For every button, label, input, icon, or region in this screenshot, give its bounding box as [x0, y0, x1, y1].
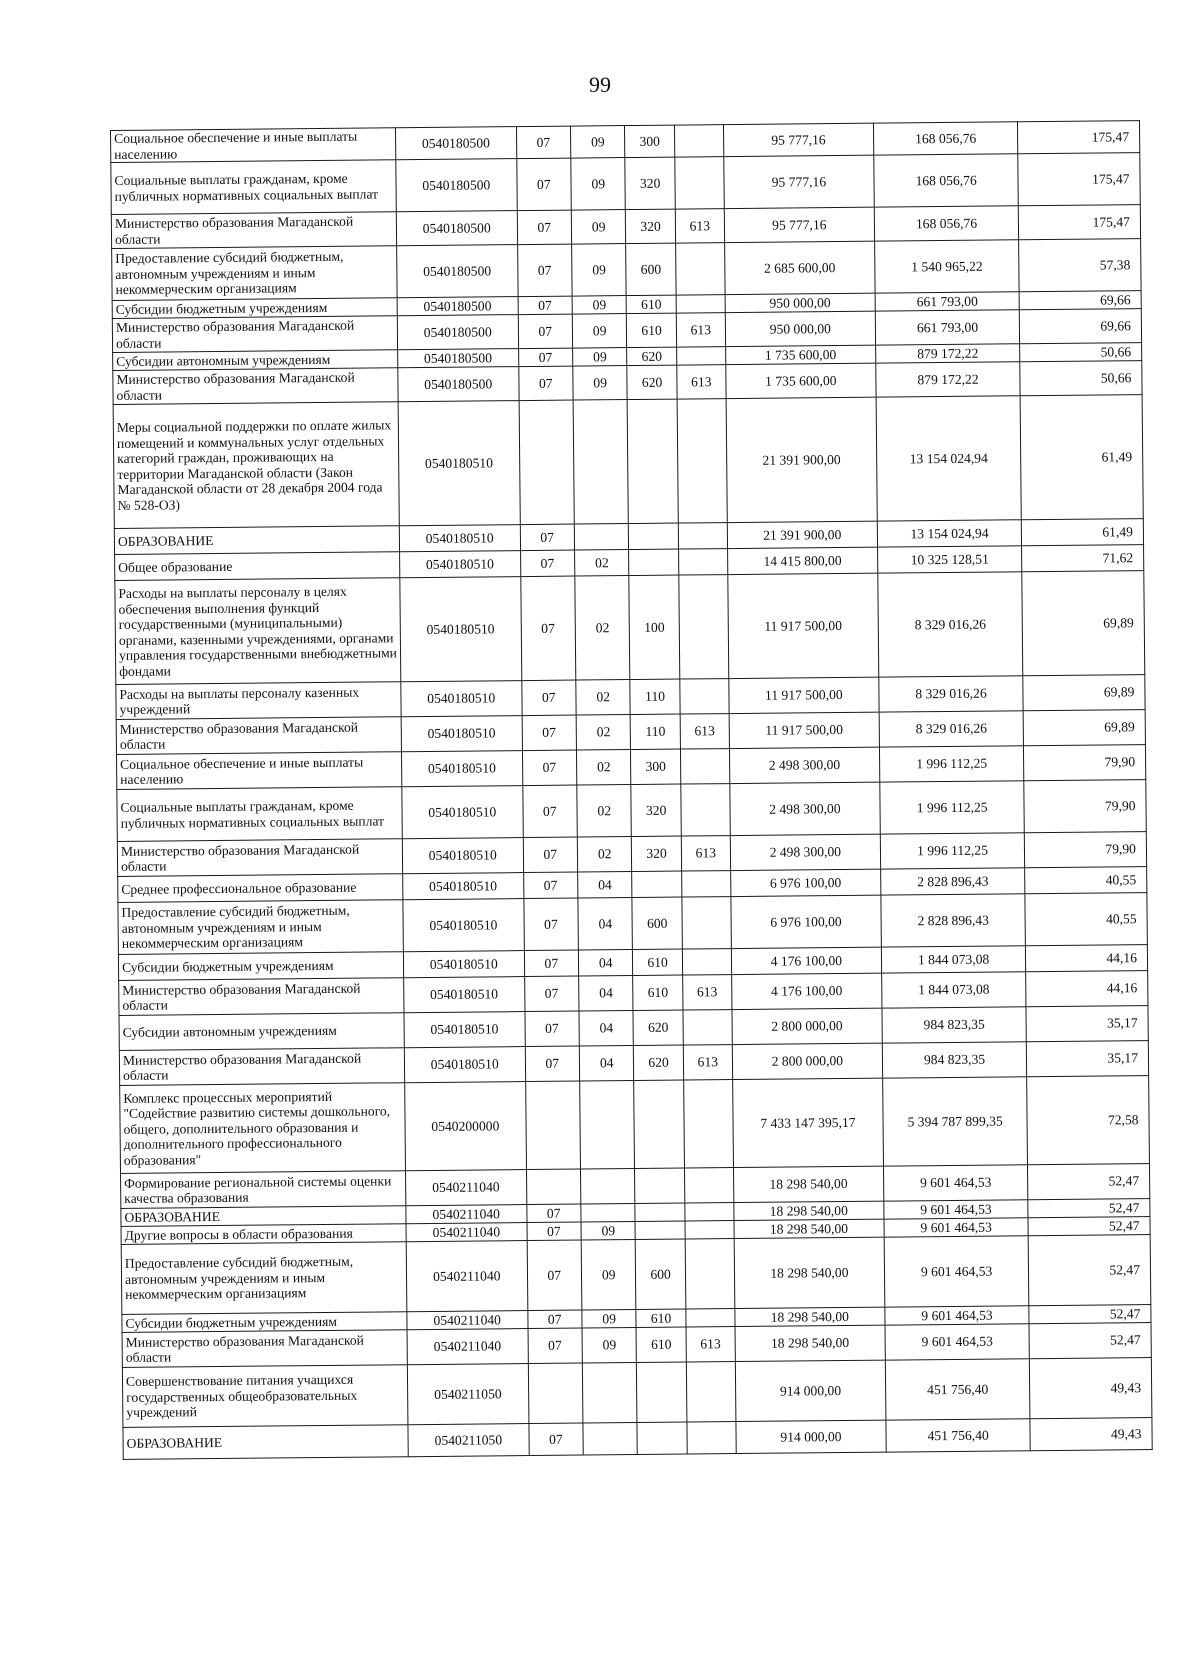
- row-fact: 451 756,40: [886, 1419, 1031, 1452]
- row-plan: 1 735 600,00: [726, 363, 876, 398]
- row-plan: 11 917 500,00: [729, 677, 879, 713]
- row-csr-code: 0540180510: [401, 716, 522, 752]
- row-fact: 2 828 896,43: [880, 868, 1025, 895]
- row-name: Социальное обеспечение и иные выплаты населению: [116, 752, 401, 790]
- row-fact: 9 601 464,53: [885, 1306, 1030, 1325]
- row-expense-type: 320: [632, 836, 682, 871]
- row-fact: 451 756,40: [885, 1359, 1030, 1420]
- row-percent: 61,49: [1022, 519, 1144, 546]
- row-subsection: 09: [582, 1310, 637, 1329]
- row-plan: 950 000,00: [725, 311, 875, 346]
- row-section: 07: [527, 1310, 582, 1329]
- row-name: Субсидии бюджетным учреждениям: [122, 1312, 407, 1333]
- row-fact: 13 154 024,94: [877, 520, 1022, 547]
- row-name: Субсидии автономным учреждениям: [113, 350, 398, 371]
- row-name: ОБРАЗОВАНИЕ: [121, 1206, 406, 1227]
- row-fact: 661 793,00: [875, 292, 1020, 311]
- row-expense-type: 610: [637, 1327, 687, 1362]
- row-name: Социальные выплаты гражданам, кроме публичных нормативных социальных выплат: [117, 787, 403, 842]
- row-section: 07: [523, 872, 578, 899]
- row-percent: 57,38: [1019, 239, 1141, 292]
- row-name: Субсидии бюджетным учреждениям: [118, 952, 403, 981]
- row-csr-code: 0540211040: [407, 1311, 528, 1330]
- budget-table: [110, 120, 1153, 1460]
- row-percent: 52,47: [1029, 1323, 1151, 1359]
- row-name: Другие вопросы в области образования: [121, 1224, 406, 1245]
- row-csr-code: 0540180510: [399, 525, 520, 552]
- row-section: 07: [522, 715, 577, 751]
- row-plan: 914 000,00: [736, 1420, 886, 1453]
- row-plan: 18 298 540,00: [735, 1307, 885, 1326]
- row-subsection: 02: [576, 750, 631, 786]
- row-percent: 52,47: [1028, 1217, 1150, 1236]
- row-percent: 44,16: [1026, 971, 1148, 1007]
- row-csr-code: 0540180510: [400, 551, 521, 578]
- row-fact: 5 394 787 899,35: [882, 1077, 1027, 1166]
- row-section: 07: [520, 550, 575, 577]
- row-fact: 1 540 965,22: [874, 240, 1019, 293]
- row-grbs: [677, 399, 727, 523]
- row-grbs: [676, 295, 725, 313]
- row-percent: 69,89: [1022, 571, 1145, 676]
- row-csr-code: 0540180510: [400, 577, 521, 682]
- row-section: 07: [527, 1240, 582, 1311]
- row-subsection: 02: [576, 680, 631, 716]
- row-grbs: [678, 523, 727, 549]
- row-csr-code: 0540211050: [408, 1424, 529, 1457]
- row-section: 07: [524, 976, 579, 1012]
- row-csr-code: 0540211040: [407, 1329, 528, 1365]
- row-name: Меры социальной поддержки по оплате жилых помещений и коммунальных услуг отдельных категорий граждан, проживающих на территории Магаданской области (Закон Магаданской области от 28 декабря 2004 года № 528-ОЗ): [113, 402, 399, 529]
- row-grbs: [680, 679, 730, 714]
- row-expense-type: 620: [634, 1045, 684, 1080]
- row-name: Министерство образования Магаданской области: [117, 839, 402, 877]
- row-csr-code: 0540180510: [401, 751, 522, 787]
- row-subsection: [574, 524, 629, 551]
- row-plan: 18 298 540,00: [735, 1325, 885, 1361]
- row-percent: 175,47: [1018, 153, 1140, 206]
- row-section: 07: [527, 1222, 582, 1241]
- row-expense-type: 110: [630, 679, 680, 714]
- row-section: 07: [528, 1328, 583, 1364]
- row-section: 07: [526, 1204, 581, 1223]
- row-expense-type: [629, 523, 678, 549]
- row-percent: 44,16: [1026, 945, 1148, 972]
- row-grbs: [676, 347, 725, 365]
- row-section: 07: [523, 898, 578, 951]
- row-csr-code: 0540180510: [398, 401, 520, 526]
- row-plan: 2 800 000,00: [732, 1043, 882, 1079]
- row-subsection: 09: [572, 314, 627, 349]
- row-grbs: [685, 1239, 735, 1309]
- table-row: [122, 1358, 1152, 1428]
- row-subsection: 04: [578, 950, 633, 977]
- row-name: Министерство образования Магаданской области: [113, 368, 398, 405]
- row-name: Министерство образования Магаданской области: [119, 978, 404, 1016]
- row-csr-code: 0540211040: [406, 1205, 527, 1224]
- row-plan: 950 000,00: [725, 293, 875, 312]
- row-subsection: 09: [571, 210, 626, 245]
- row-fact: 8 329 016,26: [879, 711, 1024, 747]
- row-expense-type: 610: [633, 949, 682, 975]
- row-grbs: [684, 1168, 734, 1203]
- row-percent: 72,58: [1027, 1076, 1149, 1165]
- row-percent: 49,43: [1030, 1358, 1152, 1419]
- row-name: Совершенствование питания учащихся государственных общеобразовательных учреждений: [122, 1365, 408, 1428]
- row-percent: 69,89: [1024, 710, 1146, 746]
- row-section: 07: [517, 244, 572, 297]
- row-csr-code: 0540180510: [404, 1047, 525, 1083]
- row-expense-type: 610: [633, 975, 683, 1010]
- row-name: Социальные выплаты гражданам, кроме публичных нормативных социальных выплат: [111, 160, 397, 215]
- row-fact: 661 793,00: [875, 310, 1020, 345]
- row-name: Социальное обеспечение и иные выплаты населению: [111, 128, 396, 163]
- row-percent: 61,49: [1020, 395, 1143, 520]
- row-fact: 984 823,35: [882, 1007, 1027, 1043]
- row-expense-type: 610: [636, 1309, 685, 1327]
- row-grbs: [682, 897, 732, 949]
- row-subsection: 09: [573, 348, 628, 367]
- row-expense-type: 610: [627, 295, 676, 313]
- row-fact: 168 056,76: [873, 122, 1018, 155]
- row-section: 07: [522, 750, 577, 786]
- row-section: [519, 400, 575, 525]
- row-fact: 1 996 112,25: [880, 781, 1025, 834]
- row-name: Министерство образования Магаданской области: [119, 1048, 404, 1086]
- row-percent: 35,17: [1027, 1041, 1149, 1077]
- table-row: [120, 1076, 1150, 1174]
- row-name: Субсидии бюджетным учреждениям: [112, 298, 397, 319]
- row-grbs: [683, 1080, 733, 1168]
- row-fact: 9 601 464,53: [885, 1324, 1030, 1360]
- row-grbs: [683, 1010, 733, 1045]
- row-percent: 71,62: [1022, 545, 1144, 572]
- row-csr-code: 0540211050: [407, 1364, 528, 1425]
- row-expense-type: [635, 1168, 685, 1203]
- row-expense-type: 300: [625, 125, 675, 157]
- row-grbs: 613: [676, 313, 726, 347]
- row-name: Расходы на выплаты персоналу в целях обеспечения выполнения функций государственными (муниципальными) органами, казенными учреждениями, органами управления государственными внебюджетными фондами: [115, 578, 401, 685]
- row-name: Расходы на выплаты персоналу казенных учреждений: [116, 682, 401, 720]
- row-section: 07: [516, 126, 571, 159]
- row-subsection: 02: [577, 785, 632, 838]
- row-percent: 50,66: [1020, 343, 1142, 362]
- row-expense-type: 300: [631, 749, 681, 784]
- row-section: 07: [520, 576, 575, 681]
- row-plan: 18 298 540,00: [734, 1237, 885, 1308]
- row-csr-code: 0540180510: [402, 838, 523, 874]
- row-fact: 9 601 464,53: [883, 1165, 1028, 1201]
- row-csr-code: 0540180500: [398, 349, 519, 368]
- row-subsection: [580, 1081, 635, 1170]
- row-name: Субсидии автономным учреждениям: [119, 1013, 404, 1051]
- row-grbs: 613: [682, 975, 732, 1010]
- row-section: 07: [524, 950, 579, 977]
- row-fact: 2 828 896,43: [881, 894, 1026, 947]
- row-percent: 50,66: [1020, 361, 1142, 396]
- row-section: 07: [521, 680, 576, 716]
- row-expense-type: [635, 1221, 684, 1239]
- row-name: Министерство образования Магаданской области: [122, 1330, 407, 1368]
- row-percent: 35,17: [1026, 1006, 1148, 1042]
- row-expense-type: 620: [627, 347, 676, 365]
- row-name: Комплекс процессных мероприятий "Содействие развитию системы дошкольного, общего, дополнительного образования и дополнительного профессионального образования": [120, 1083, 406, 1174]
- row-section: 07: [518, 348, 573, 367]
- row-expense-type: [637, 1362, 687, 1422]
- row-csr-code: 0540180500: [396, 211, 517, 246]
- row-plan: 1 735 600,00: [726, 345, 876, 364]
- row-grbs: [686, 1362, 736, 1422]
- row-section: 07: [528, 1423, 583, 1456]
- row-expense-type: [632, 871, 681, 897]
- row-percent: 175,47: [1018, 121, 1140, 154]
- row-fact: 879 172,22: [875, 344, 1020, 363]
- row-percent: 175,47: [1019, 205, 1141, 240]
- row-section: 07: [522, 785, 577, 838]
- row-fact: 8 329 016,26: [878, 572, 1024, 677]
- row-section: 07: [517, 210, 572, 245]
- row-fact: 1 996 112,25: [879, 746, 1024, 782]
- row-grbs: [681, 784, 731, 836]
- row-subsection: 09: [572, 244, 627, 297]
- row-plan: 2 498 300,00: [730, 834, 880, 870]
- row-name: Предоставление субсидий бюджетным, автономным учреждениям и иным некоммерческим организациям: [112, 246, 398, 301]
- row-plan: 14 415 800,00: [727, 547, 877, 574]
- row-percent: 49,43: [1030, 1418, 1152, 1451]
- row-plan: 7 433 147 395,17: [733, 1078, 884, 1167]
- row-fact: 168 056,76: [874, 154, 1019, 207]
- row-section: [528, 1363, 583, 1424]
- row-fact: 13 154 024,94: [876, 396, 1022, 521]
- row-subsection: [573, 400, 629, 525]
- row-subsection: 02: [576, 715, 631, 751]
- row-percent: 69,66: [1020, 309, 1142, 344]
- row-plan: 2 800 000,00: [732, 1008, 882, 1044]
- row-grbs: [682, 949, 731, 975]
- row-grbs: [674, 125, 724, 157]
- row-section: 07: [520, 524, 575, 551]
- row-subsection: 09: [582, 1328, 637, 1364]
- row-grbs: 613: [675, 209, 725, 243]
- row-csr-code: 0540180500: [397, 245, 518, 298]
- row-percent: 52,47: [1028, 1164, 1150, 1200]
- row-grbs: [681, 871, 730, 897]
- row-fact: 984 823,35: [882, 1042, 1027, 1078]
- row-csr-code: 0540180510: [401, 681, 522, 717]
- row-percent: 79,90: [1024, 780, 1146, 833]
- row-expense-type: 620: [633, 1010, 683, 1045]
- row-section: 07: [518, 296, 573, 315]
- table-row: [121, 1235, 1151, 1315]
- row-grbs: 613: [686, 1327, 736, 1362]
- row-plan: 21 391 900,00: [726, 397, 877, 522]
- row-grbs: 613: [683, 1045, 733, 1080]
- row-name: Предоставление субсидий бюджетным, автономным учреждениям и иным некоммерческим организациям: [118, 900, 404, 955]
- row-expense-type: 620: [627, 365, 677, 399]
- row-grbs: [685, 1203, 734, 1221]
- row-csr-code: 0540180510: [404, 977, 525, 1013]
- row-subsection: [581, 1204, 636, 1223]
- row-section: 07: [525, 1046, 580, 1082]
- table-row: [113, 395, 1143, 529]
- row-plan: 11 917 500,00: [728, 573, 879, 678]
- row-expense-type: 100: [629, 575, 679, 679]
- row-subsection: 09: [572, 296, 627, 315]
- row-fact: 8 329 016,26: [879, 676, 1024, 712]
- row-grbs: [675, 157, 725, 209]
- row-plan: 6 976 100,00: [731, 869, 881, 896]
- row-section: 07: [524, 1011, 579, 1047]
- row-name: Общее образование: [115, 552, 400, 581]
- row-section: [526, 1169, 581, 1205]
- row-csr-code: 0540180500: [397, 297, 518, 316]
- row-section: [525, 1081, 580, 1170]
- row-subsection: 09: [581, 1240, 636, 1311]
- row-name: ОБРАЗОВАНИЕ: [123, 1425, 408, 1460]
- row-csr-code: 0540180500: [396, 127, 517, 160]
- row-csr-code: 0540180510: [404, 1012, 525, 1048]
- row-name: Министерство образования Магаданской области: [116, 717, 401, 755]
- row-grbs: 613: [680, 714, 730, 749]
- row-fact: 10 325 128,51: [877, 546, 1022, 573]
- row-fact: 9 601 464,53: [884, 1218, 1029, 1237]
- row-percent: 40,55: [1025, 893, 1147, 946]
- row-grbs: 613: [677, 365, 727, 399]
- row-percent: 79,90: [1024, 745, 1146, 781]
- row-subsection: 09: [571, 158, 626, 211]
- row-plan: 18 298 540,00: [734, 1201, 884, 1220]
- row-plan: 95 777,16: [724, 207, 874, 242]
- row-plan: 2 498 300,00: [730, 782, 880, 835]
- row-section: 07: [523, 837, 578, 873]
- row-subsection: [580, 1169, 635, 1205]
- row-fact: 1 996 112,25: [880, 833, 1025, 869]
- row-fact: 879 172,22: [876, 362, 1021, 397]
- row-plan: 4 176 100,00: [731, 947, 881, 974]
- row-section: 07: [518, 366, 573, 401]
- row-expense-type: 320: [626, 209, 676, 243]
- row-plan: 21 391 900,00: [727, 521, 877, 548]
- row-expense-type: [628, 399, 678, 523]
- row-subsection: [583, 1422, 638, 1455]
- row-subsection: 09: [573, 366, 628, 401]
- row-percent: 52,47: [1029, 1305, 1151, 1324]
- row-section: 07: [516, 158, 571, 211]
- row-fact: 168 056,76: [874, 206, 1019, 241]
- row-csr-code: 0540180510: [402, 786, 523, 839]
- row-percent: 69,89: [1023, 675, 1145, 711]
- row-plan: 18 298 540,00: [734, 1219, 884, 1238]
- table-body: [111, 121, 1153, 1460]
- row-csr-code: 0540211040: [406, 1223, 527, 1242]
- row-percent: 40,55: [1025, 867, 1147, 894]
- row-expense-type: 110: [631, 714, 681, 749]
- row-percent: 79,90: [1025, 832, 1147, 868]
- row-plan: 2 498 300,00: [729, 747, 879, 783]
- row-csr-code: 0540180500: [397, 315, 518, 350]
- row-expense-type: 320: [631, 784, 681, 836]
- row-fact: 9 601 464,53: [884, 1236, 1029, 1307]
- row-plan: 2 685 600,00: [725, 241, 875, 294]
- row-plan: 18 298 540,00: [733, 1166, 883, 1202]
- row-csr-code: 0540211040: [406, 1170, 527, 1206]
- row-subsection: 09: [581, 1222, 636, 1241]
- row-csr-code: 0540200000: [405, 1082, 526, 1171]
- row-subsection: 04: [578, 872, 633, 899]
- row-subsection: 04: [579, 1011, 634, 1047]
- row-subsection: 04: [578, 898, 633, 951]
- row-plan: 95 777,16: [724, 155, 874, 208]
- row-csr-code: 0540180510: [403, 873, 524, 900]
- row-plan: 4 176 100,00: [732, 973, 882, 1009]
- row-grbs: [680, 749, 730, 784]
- row-name: Среднее профессиональное образование: [118, 874, 403, 903]
- row-expense-type: [634, 1080, 684, 1168]
- row-subsection: 04: [579, 1046, 634, 1082]
- row-grbs: 613: [681, 836, 731, 871]
- row-fact: 1 844 073,08: [881, 972, 1026, 1008]
- row-csr-code: 0540180510: [403, 951, 524, 978]
- row-percent: 69,66: [1019, 291, 1141, 310]
- row-expense-type: [629, 549, 678, 575]
- row-expense-type: [637, 1422, 687, 1454]
- row-name: Предоставление субсидий бюджетным, автономным учреждениям и иным некоммерческим организациям: [121, 1242, 407, 1315]
- row-grbs: [687, 1422, 737, 1454]
- row-section: 07: [518, 314, 573, 349]
- row-csr-code: 0540180500: [396, 159, 517, 212]
- row-grbs: [678, 549, 727, 575]
- row-expense-type: 610: [627, 313, 677, 347]
- row-subsection: [582, 1362, 637, 1423]
- row-percent: 52,47: [1028, 1199, 1150, 1218]
- row-name: Министерство образования Магаданской области: [111, 212, 396, 249]
- row-csr-code: 0540180500: [398, 367, 519, 402]
- row-subsection: 04: [579, 976, 634, 1012]
- row-expense-type: 600: [636, 1239, 686, 1309]
- row-grbs: [679, 575, 729, 679]
- row-plan: 95 777,16: [723, 123, 873, 156]
- row-grbs: [685, 1221, 734, 1239]
- row-percent: 52,47: [1029, 1235, 1151, 1306]
- row-csr-code: 0540211040: [406, 1241, 527, 1312]
- row-fact: 1 844 073,08: [881, 946, 1026, 973]
- page-number: 99: [589, 72, 611, 97]
- row-subsection: 02: [577, 837, 632, 873]
- row-subsection: 09: [570, 126, 625, 159]
- row-expense-type: [635, 1203, 684, 1221]
- row-plan: 6 976 100,00: [731, 895, 881, 948]
- row-plan: 11 917 500,00: [729, 712, 879, 748]
- row-name: Формирование региональной системы оценки качества образования: [121, 1171, 406, 1209]
- row-name: ОБРАЗОВАНИЕ: [114, 526, 399, 555]
- row-name: Министерство образования Магаданской области: [112, 316, 397, 353]
- table-row: [115, 571, 1145, 685]
- row-subsection: 02: [575, 550, 630, 577]
- row-fact: 9 601 464,53: [884, 1200, 1029, 1219]
- row-expense-type: 600: [632, 897, 682, 949]
- row-plan: 914 000,00: [735, 1360, 885, 1421]
- row-subsection: 02: [575, 576, 630, 681]
- row-grbs: [675, 243, 725, 295]
- row-grbs: [686, 1309, 735, 1327]
- row-expense-type: 320: [625, 157, 675, 209]
- row-csr-code: 0540180510: [403, 899, 524, 952]
- row-expense-type: 600: [626, 243, 676, 295]
